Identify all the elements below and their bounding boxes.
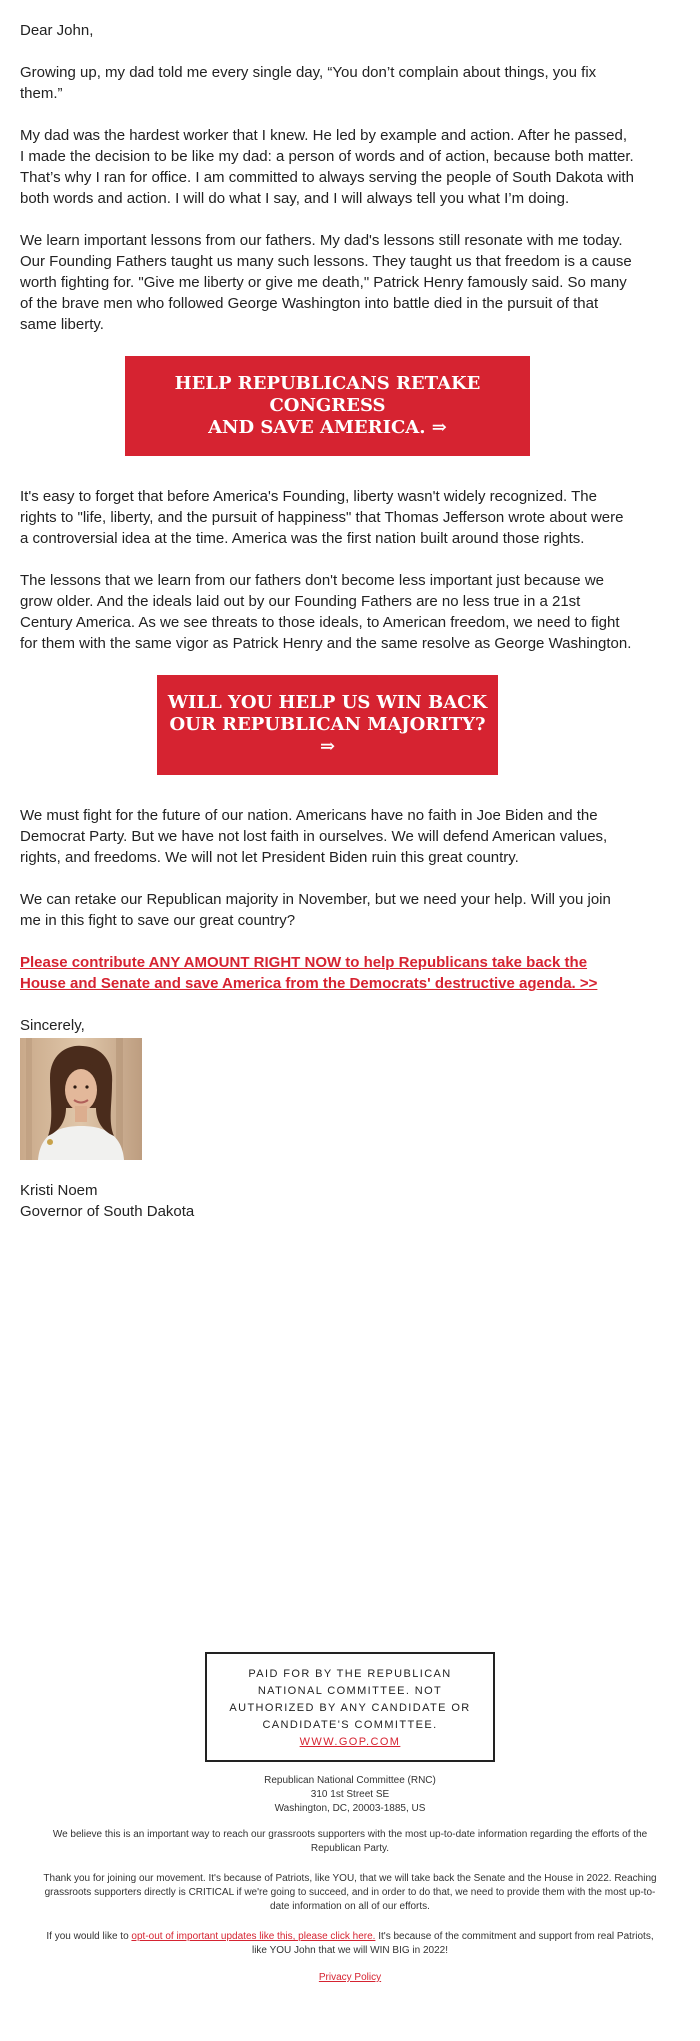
paid-for-text: PAID FOR BY THE REPUBLICAN NATIONAL COMMITTEE. NOT AUTHORIZED BY ANY CANDIDATE OR CANDIDATE'S COMMITTEE. [229, 1668, 471, 1731]
paragraph: My dad was the hardest worker that I knew. He led by example and action. After he passed, I made the decision to be like my dad: a person of words and of action, because both matter. That’s why I ran for office. I am committed to always serving the people of South Dakota with both words and action. I will do what I say, and I will always tell you what I’m doing. [20, 127, 634, 207]
cta-container [20, 356, 635, 456]
optout-prefix: If you would like to [46, 1931, 132, 1942]
street-address: 310 1st Street SE [310, 1789, 390, 1800]
cta-line: WILL YOU HELP US WIN BACK [167, 692, 488, 713]
org-name: Republican National Committee (RNC) [264, 1775, 436, 1786]
footer-note: Thank you for joining our movement. It's because of Patriots, like YOU, that we will take back the Senate and the House in 2022. Reaching grassroots supporters directly is CRITICAL if we're going to succeed, and in order to do that, we need to provide them with the most up-to-date information on all of our efforts. [43, 1873, 657, 1912]
optout-suffix: It's because of the commitment and support from real Patriots, like YOU John that we will WIN BIG in 2022! [251, 1931, 654, 1956]
email-body [20, 0, 635, 1222]
paid-for-disclaimer [205, 1652, 495, 1762]
optout-link[interactable]: opt-out of important updates like this, please click here. [131, 1931, 376, 1942]
cta-line: OUR REPUBLICAN MAJORITY? ⇒ [169, 714, 486, 757]
closing: Sincerely, [20, 1017, 85, 1034]
paragraph: We can retake our Republican majority in November, but we need your help. Will you join me in this fight to save our great country? [20, 891, 611, 929]
mailing-address [0, 1774, 700, 1816]
paragraph: It's easy to forget that before America's Founding, liberty wasn't widely recognized. The rights to "life, liberty, and the pursuit of happiness" that Thomas Jefferson wrote about were a controversial idea at the time. America was the first nation built around those rights. [20, 488, 624, 547]
footer-note: We believe this is an important way to reach our grassroots supporters with the most up-to-date information regarding the efforts of the Republican Party. [52, 1829, 648, 1854]
cta-container [20, 675, 635, 775]
optout-note [40, 1930, 660, 1958]
email-footer [0, 1652, 700, 1985]
paragraph: We must fight for the future of our nation. Americans have no faith in Joe Biden and the Democrat Party. But we have not lost faith in ourselves. We will defend American values, rights, and freedoms. We will not let President Biden ruin this great country. [20, 807, 608, 866]
paragraph: The lessons that we learn from our fathers don't become less important just because we grow older. And the ideals laid out by our Founding Fathers are no less true in a 21st Century America. As we see threats to those ideals, to American freedom, we need to fight for them with the same vigor as Patrick Henry and the same resolve as George Washington. [20, 572, 632, 652]
cta-line: AND SAVE AMERICA. ⇒ [208, 417, 447, 438]
cta-line: HELP REPUBLICANS RETAKE CONGRESS [174, 373, 481, 416]
gop-website-link[interactable]: WWW.GOP.COM [299, 1736, 401, 1748]
city-address: Washington, DC, 20003-1885, US [274, 1803, 426, 1814]
win-back-majority-button[interactable] [157, 675, 498, 775]
privacy-policy-link[interactable]: Privacy Policy [318, 1972, 382, 1983]
signer-photo [20, 1038, 142, 1160]
greeting: Dear John, [20, 22, 94, 39]
signer-title: Governor of South Dakota [20, 1203, 195, 1220]
paragraph: Growing up, my dad told me every single day, “You don’t complain about things, you fix them.” [20, 64, 597, 102]
signer-name: Kristi Noem [20, 1182, 98, 1199]
contribute-link[interactable]: Please contribute ANY AMOUNT RIGHT NOW to help Republicans take back the House and Senate and save America from the Democrats' destructive agenda. >> [20, 954, 598, 992]
paragraph: We learn important lessons from our fathers. My dad's lessons still resonate with me today. Our Founding Fathers taught us many such lessons. They taught us that freedom is a cause worth fighting for. "Give me liberty or give me death," Patrick Henry famously said. So many of the brave men who followed George Washington into battle died in the pursuit of that same liberty. [20, 232, 632, 333]
retake-congress-button[interactable] [125, 356, 530, 456]
